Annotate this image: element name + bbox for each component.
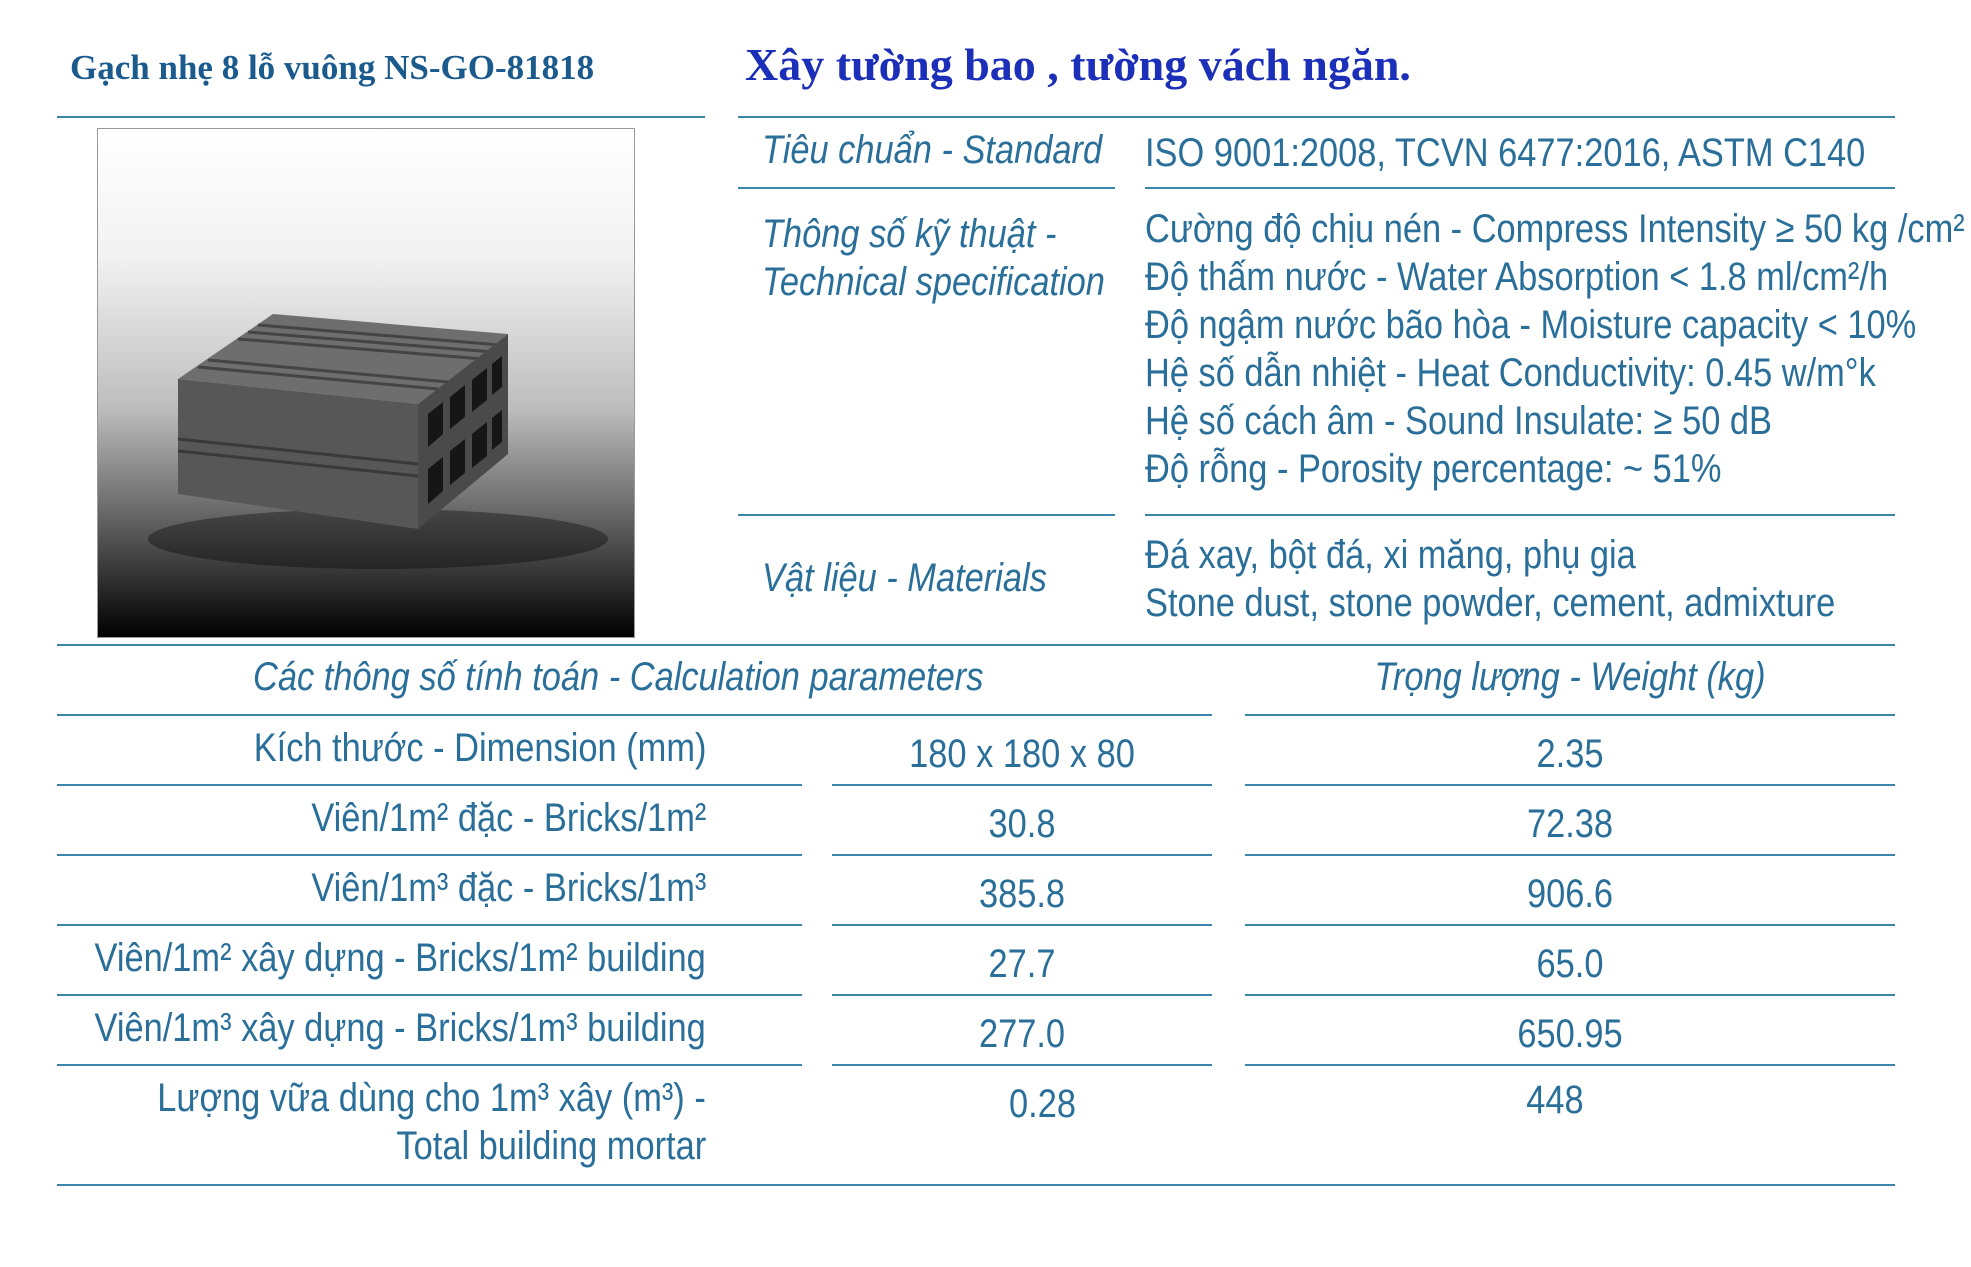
materials-en: Stone dust, stone powder, cement, admixture [1145,581,1836,625]
standard-value: ISO 9001:2008, TCVN 6477:2016, ASTM C140 [1145,131,1866,175]
spec-water-absorption: Độ thấm nước - Water Absorption < 1.8 ml/cm²/h [1145,255,1889,299]
divider [57,854,802,856]
weight-header: Trọng lượng - Weight (kg) [1374,655,1766,699]
technical-label-line2: Technical specification [762,260,1105,304]
technical-label-line1: Thông số kỹ thuật - [762,212,1057,256]
row-dimension-value: 180 x 180 x 80 [909,732,1135,776]
mortar-weight: 448 [1526,1078,1584,1122]
divider [1145,187,1895,189]
materials-label: Vật liệu - Materials [762,556,1047,600]
application-title: Xây tường bao , tường vách ngăn. [745,39,1411,90]
divider [1245,924,1895,926]
spec-heat-conductivity: Hệ số dẫn nhiệt - Heat Conductivity: 0.45 w/m°k [1145,351,1876,395]
spec-sound-insulate: Hệ số cách âm - Sound Insulate: ≥ 50 dB [1145,399,1772,443]
row-bricks-m2-weight: 72.38 [1526,802,1614,846]
spec-compress-intensity: Cường độ chịu nén - Compress Intensity ≥ 50 kg /cm² [1145,207,1965,251]
row-dimension-weight: 2.35 [1536,732,1604,776]
divider [1245,854,1895,856]
row-building-m3-weight: 650.95 [1517,1012,1623,1056]
product-title: Gạch nhẹ 8 lỗ vuông NS-GO-81818 [70,48,595,87]
row-bricks-m3-weight: 906.6 [1526,872,1614,916]
row-building-m2-weight: 65.0 [1536,942,1604,986]
row-building-m3-label: Viên/1m³ xây dựng - Bricks/1m³ building [94,1006,706,1050]
divider [1145,514,1895,516]
spec-porosity: Độ rỗng - Porosity percentage: ~ 51% [1145,447,1722,491]
row-bricks-m2-label: Viên/1m² đặc - Bricks/1m² [310,796,706,840]
divider [832,784,1212,786]
row-dimension-label: Kích thước - Dimension (mm) [253,726,706,770]
divider [738,187,1115,189]
spec-moisture-capacity: Độ ngậm nước bão hòa - Moisture capacity < 10% [1145,303,1917,347]
mortar-label-line2: Total building mortar [396,1124,706,1168]
divider [832,854,1212,856]
divider [738,514,1115,516]
mortar-value: 0.28 [1009,1082,1076,1126]
divider [57,116,705,118]
divider [57,924,802,926]
divider [1245,994,1895,996]
divider [832,1064,1212,1066]
row-building-m2-label: Viên/1m² xây dựng - Bricks/1m² building [94,936,706,980]
standard-label: Tiêu chuẩn - Standard [762,128,1103,172]
row-bricks-m3-label: Viên/1m³ đặc - Bricks/1m³ [310,866,706,910]
divider [738,116,1895,118]
row-building-m2-value: 27.7 [988,942,1056,986]
divider [1245,714,1895,716]
divider [57,994,802,996]
divider [57,714,1212,716]
brick-photo [97,128,635,638]
brick-icon [98,129,634,637]
divider [57,1184,1895,1186]
divider [832,994,1212,996]
row-bricks-m2-value: 30.8 [988,802,1056,846]
materials-vn: Đá xay, bột đá, xi măng, phụ gia [1145,533,1636,577]
divider [1245,784,1895,786]
divider [832,924,1212,926]
mortar-label-line1: Lượng vữa dùng cho 1m³ xây (m³) - [157,1076,706,1120]
divider [1245,1064,1895,1066]
calc-header: Các thông số tính toán - Calculation parameters [253,655,984,699]
divider [57,644,1895,646]
row-bricks-m3-value: 385.8 [978,872,1066,916]
divider [57,1064,802,1066]
row-building-m3-value: 277.0 [978,1012,1066,1056]
divider [57,784,802,786]
